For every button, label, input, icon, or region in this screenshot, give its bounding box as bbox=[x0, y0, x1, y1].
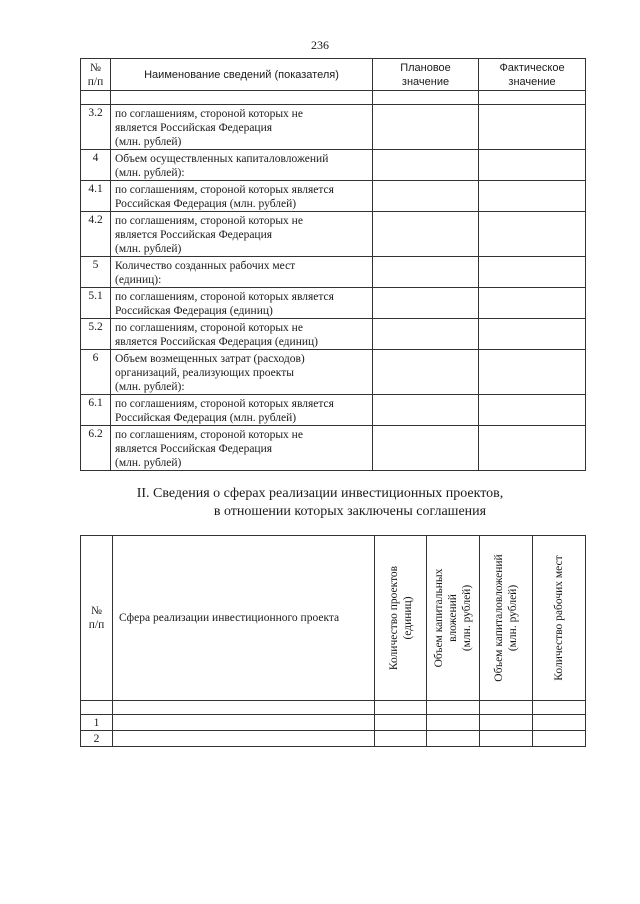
header-planned: Плановое значение bbox=[373, 59, 479, 91]
row-name-line: (млн. рублей) bbox=[115, 457, 182, 469]
planned-value-cell bbox=[373, 212, 479, 257]
row-name-line: Количество созданных рабочих мест bbox=[115, 260, 296, 272]
vertical-header-line: Объем капиталовложений bbox=[493, 554, 505, 682]
table-row bbox=[81, 319, 586, 350]
empty-cell bbox=[113, 715, 375, 731]
page-number: 236 bbox=[311, 38, 329, 52]
empty-cell bbox=[113, 731, 375, 747]
row-name bbox=[111, 288, 373, 319]
empty-cell bbox=[427, 731, 480, 747]
actual-value-cell bbox=[479, 395, 586, 426]
vertical-header-line: Количество проектов bbox=[387, 565, 400, 671]
row-name-line: по соглашениям, стороной которых не bbox=[115, 322, 303, 334]
actual-value-cell bbox=[479, 150, 586, 181]
row-name-line: является Российская Федерация bbox=[115, 229, 273, 241]
row-name-line: по соглашениям, стороной которых не bbox=[115, 429, 303, 441]
row-name-line: (млн. рублей): bbox=[115, 381, 185, 393]
row-number: 5 bbox=[81, 257, 111, 288]
row-name-line: является Российская Федерация bbox=[115, 122, 273, 134]
vertical-header-line: (единиц) bbox=[401, 596, 414, 640]
actual-value-cell bbox=[479, 181, 586, 212]
indicators-table bbox=[80, 58, 586, 471]
header-capital-investments bbox=[427, 536, 480, 701]
table-row bbox=[81, 426, 586, 471]
actual-value-cell bbox=[479, 426, 586, 471]
row-number: 4 bbox=[81, 150, 111, 181]
row-name-line: Российская Федерация (млн. рублей) bbox=[115, 198, 297, 210]
planned-value-cell bbox=[373, 426, 479, 471]
table-row bbox=[81, 212, 586, 257]
row-number: 1 bbox=[81, 715, 113, 731]
vertical-header-line: Объем капитальных bbox=[433, 568, 445, 668]
row-name-line: по соглашениям, стороной которых не bbox=[115, 215, 303, 227]
header-num: № п/п bbox=[81, 59, 111, 91]
table-header-row bbox=[81, 536, 586, 701]
row-name-line: (единиц): bbox=[115, 274, 162, 286]
vertical-header-line: вложений bbox=[447, 594, 459, 642]
row-name bbox=[111, 150, 373, 181]
actual-value-cell bbox=[479, 212, 586, 257]
row-number: 2 bbox=[81, 731, 113, 747]
row-name-line: (млн. рублей): bbox=[115, 167, 185, 179]
table-row bbox=[81, 105, 586, 150]
actual-value-cell bbox=[479, 257, 586, 288]
header-capital-investments-2 bbox=[480, 536, 533, 701]
planned-value-cell bbox=[373, 350, 479, 395]
row-number: 4.2 bbox=[81, 212, 111, 257]
table-row bbox=[81, 350, 586, 395]
row-name-line: является Российская Федерация (единиц) bbox=[115, 336, 318, 348]
row-name-line: Объем осуществленных капиталовложений bbox=[115, 153, 329, 165]
row-number: 4.1 bbox=[81, 181, 111, 212]
planned-value-cell bbox=[373, 319, 479, 350]
table-row bbox=[81, 288, 586, 319]
row-name-line: является Российская Федерация bbox=[115, 443, 273, 455]
vertical-header-line: (млн. рублей) bbox=[461, 584, 473, 652]
table-header-row bbox=[81, 59, 586, 91]
row-name bbox=[111, 181, 373, 212]
header-jobs-count bbox=[533, 536, 586, 701]
header-actual: Фактическое значение bbox=[479, 59, 586, 91]
row-name-line: Российская Федерация (единиц) bbox=[115, 305, 273, 317]
row-name bbox=[111, 212, 373, 257]
row-name bbox=[111, 105, 373, 150]
table-row bbox=[81, 181, 586, 212]
row-name-line: по соглашениям, стороной которых является bbox=[115, 291, 334, 303]
row-name-line: организаций, реализующих проекты bbox=[115, 367, 294, 379]
row-name-line: (млн. рублей) bbox=[115, 136, 182, 148]
planned-value-cell bbox=[373, 150, 479, 181]
vertical-header-line: Количество рабочих мест bbox=[553, 555, 565, 681]
row-name bbox=[111, 426, 373, 471]
actual-value-cell bbox=[479, 105, 586, 150]
row-name-line: Объем возмещенных затрат (расходов) bbox=[115, 353, 305, 365]
row-number: 6.1 bbox=[81, 395, 111, 426]
actual-value-cell bbox=[479, 319, 586, 350]
empty-cell bbox=[533, 731, 586, 747]
planned-value-cell bbox=[373, 181, 479, 212]
spacer-row bbox=[81, 701, 586, 715]
header-projects-count bbox=[375, 536, 427, 701]
empty-cell bbox=[533, 715, 586, 731]
table-row bbox=[81, 395, 586, 426]
row-name bbox=[111, 319, 373, 350]
row-name bbox=[111, 350, 373, 395]
empty-cell bbox=[480, 715, 533, 731]
empty-cell bbox=[427, 715, 480, 731]
header-num: № п/п bbox=[81, 536, 113, 701]
actual-value-cell bbox=[479, 288, 586, 319]
table-row bbox=[81, 715, 586, 731]
row-name-line: (млн. рублей) bbox=[115, 243, 182, 255]
row-name-line: по соглашениям, стороной которых не bbox=[115, 108, 303, 120]
planned-value-cell bbox=[373, 288, 479, 319]
row-name bbox=[111, 395, 373, 426]
row-number: 5.1 bbox=[81, 288, 111, 319]
row-name-line: по соглашениям, стороной которых является bbox=[115, 398, 334, 410]
row-name-line: Российская Федерация (млн. рублей) bbox=[115, 412, 297, 424]
empty-cell bbox=[375, 715, 427, 731]
header-name: Наименование сведений (показателя) bbox=[111, 59, 373, 91]
header-sphere: Сфера реализации инвестиционного проекта bbox=[113, 536, 375, 701]
row-name-line: по соглашениям, стороной которых является bbox=[115, 184, 334, 196]
planned-value-cell bbox=[373, 105, 479, 150]
row-number: 5.2 bbox=[81, 319, 111, 350]
spheres-table bbox=[80, 535, 586, 747]
table-row bbox=[81, 150, 586, 181]
planned-value-cell bbox=[373, 395, 479, 426]
empty-cell bbox=[480, 731, 533, 747]
table-row bbox=[81, 731, 586, 747]
empty-cell bbox=[375, 731, 427, 747]
actual-value-cell bbox=[479, 350, 586, 395]
vertical-header-line: (млн. рублей) bbox=[507, 584, 519, 652]
row-name bbox=[111, 257, 373, 288]
spacer-row bbox=[81, 91, 586, 105]
row-number: 3.2 bbox=[81, 105, 111, 150]
section-title: II. Сведения о сферах реализации инвестиционных проектов, в отношении которых заключены соглашения bbox=[136, 486, 504, 519]
planned-value-cell bbox=[373, 257, 479, 288]
row-number: 6.2 bbox=[81, 426, 111, 471]
table-row bbox=[81, 257, 586, 288]
row-number: 6 bbox=[81, 350, 111, 395]
